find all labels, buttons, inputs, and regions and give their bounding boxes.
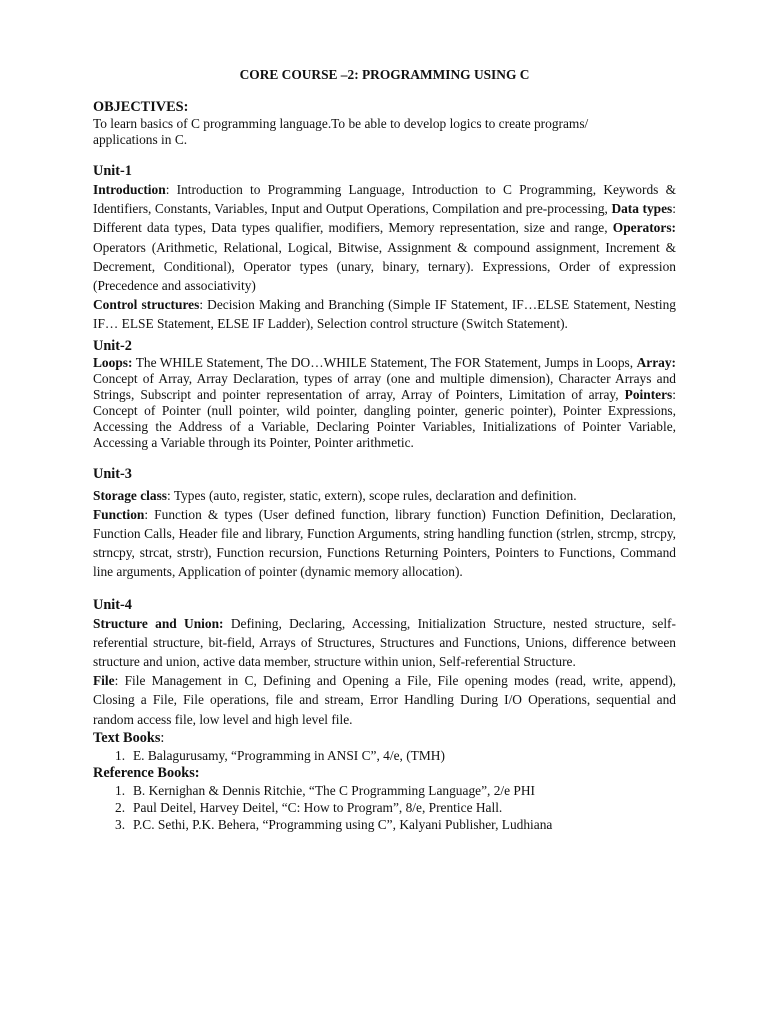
introduction-text-1: : Introduction to Programming Language, Introduction to C Programming, Keywords & Identifiers, Constants, Variables, Input and Output Operations, Compilation and pre-processing,	[93, 182, 676, 217]
list-item-text: E. Balagurusamy, “Programming in ANSI C”, 4/e, (TMH)	[133, 747, 445, 763]
objectives-text	[93, 116, 676, 148]
unit-1-introduction	[93, 180, 676, 295]
unit-3-heading: Unit-3	[93, 465, 132, 482]
objectives-heading: OBJECTIVES:	[93, 99, 189, 115]
unit-3-function	[93, 505, 676, 582]
list-item-text: B. Kernighan & Dennis Ritchie, “The C Programming Language”, 2/e PHI	[133, 782, 536, 798]
reference-books-list	[93, 782, 676, 833]
structure-union-label: Structure and Union:	[93, 615, 224, 631]
list-item	[93, 816, 676, 833]
document-title: CORE COURSE –2: PROGRAMMING USING C	[239, 67, 530, 82]
list-item-number: 1.	[115, 747, 126, 763]
storage-class-label: Storage class	[93, 487, 168, 503]
file-text: : File Management in C, Defining and Opening a File, File opening modes (read, write, append), Closing a File, File operations, file and stream, Error Handling During I/O Operations, sequential and random access file, low level and high level file.	[93, 673, 676, 727]
function-label: Function	[93, 506, 145, 522]
data-types-label: Data types	[611, 201, 673, 217]
list-item-number: 2.	[115, 799, 126, 815]
list-item-text: P.C. Sethi, P.K. Behera, “Programming using C”, Kalyani Publisher, Ludhiana	[133, 816, 553, 832]
list-item-number: 1.	[115, 782, 126, 798]
array-label: Array:	[636, 354, 676, 370]
unit-2-heading: Unit-2	[93, 337, 132, 354]
array-text: Concept of Array, Array Declaration, types of array (one and multiple dimension), Character Arrays and Strings, Subscript and pointer representation of array, Array of Pointers, Limitation of array,	[93, 370, 676, 402]
pointers-text: : Concept of Pointer (null pointer, wild pointer, dangling pointer, generic pointer), Pointer Expressions, Accessing the Address of a Variable, Declaring Pointer Variables, Initializations of Pointer Variable, Accessing a Variable through its Pointer, Pointer arithmetic.	[93, 386, 676, 450]
list-item	[93, 799, 676, 816]
list-item	[93, 747, 676, 764]
introduction-label: Introduction	[93, 182, 166, 197]
introduction-text-2: : Different data types, Data types qualifier, modifiers, Memory representation, size and range,	[93, 201, 677, 236]
control-structures-label: Control structures	[93, 297, 200, 313]
unit-4-structure-union	[93, 614, 676, 672]
text-books-heading-label: Text Books	[93, 729, 161, 746]
list-item-number: 3.	[115, 816, 126, 832]
unit-1-control-structures	[93, 295, 676, 333]
operators-label: Operators:	[612, 220, 676, 236]
list-item	[93, 782, 676, 799]
unit-3-storage-class	[93, 486, 676, 505]
unit-1-heading: Unit-1	[93, 163, 132, 179]
introduction-text-3: Operators (Arithmetic, Relational, Logical, Bitwise, Assignment & compound assignment, Increment & Decrement, Conditional), Operator types (unary, binary, ternary). Expressions, Order of expression (Precedence and associativity)	[93, 239, 676, 294]
list-item-text: Paul Deitel, Harvey Deitel, “C: How to Program”, 8/e, Prentice Hall.	[133, 799, 503, 815]
unit-4-file	[93, 671, 676, 729]
loops-text: The WHILE Statement, The DO…WHILE Statement, The FOR Statement, Jumps in Loops,	[132, 354, 637, 370]
unit-2-content	[93, 355, 676, 451]
pointers-label: Pointers	[624, 386, 673, 402]
loops-label: Loops:	[93, 354, 133, 370]
file-label: File	[93, 673, 115, 689]
text-books-list	[93, 747, 676, 764]
document-page	[93, 66, 676, 833]
structure-union-text: Defining, Declaring, Accessing, Initialization Structure, nested structure, self-referential structure, bit-field, Arrays of Structures, Structures and Functions, Unions, difference between structure and union, active data member, structure within union, Self-referential Structure.	[93, 615, 676, 670]
text-books-heading	[93, 729, 676, 747]
text-books-heading-colon: :	[160, 729, 165, 746]
unit-4-heading: Unit-4	[93, 596, 132, 613]
function-text: : Function & types (User defined function, library function) Function Definition, Declaration, Function Calls, Header file and library, Function Arguments, string handling function (strlen, strcmp, strcpy, strncpy, strcat, strstr), Function recursion, Functions Returning Pointers, Pointers to Functions, Command line arguments, Application of pointer (dynamic memory allocation).	[93, 506, 676, 580]
reference-books-heading: Reference Books:	[93, 764, 200, 781]
objectives-line-2: applications in C.	[93, 132, 188, 147]
control-structures-text: : Decision Making and Branching (Simple IF Statement, IF…ELSE Statement, Nesting IF… ELSE Statement, ELSE IF Ladder), Selection control structure (Switch Statement).	[93, 297, 676, 332]
objectives-line-1: To learn basics of C programming language.To be able to develop logics to create programs/	[93, 116, 589, 131]
storage-class-text: : Types (auto, register, static, extern), scope rules, declaration and definition.	[167, 487, 577, 503]
